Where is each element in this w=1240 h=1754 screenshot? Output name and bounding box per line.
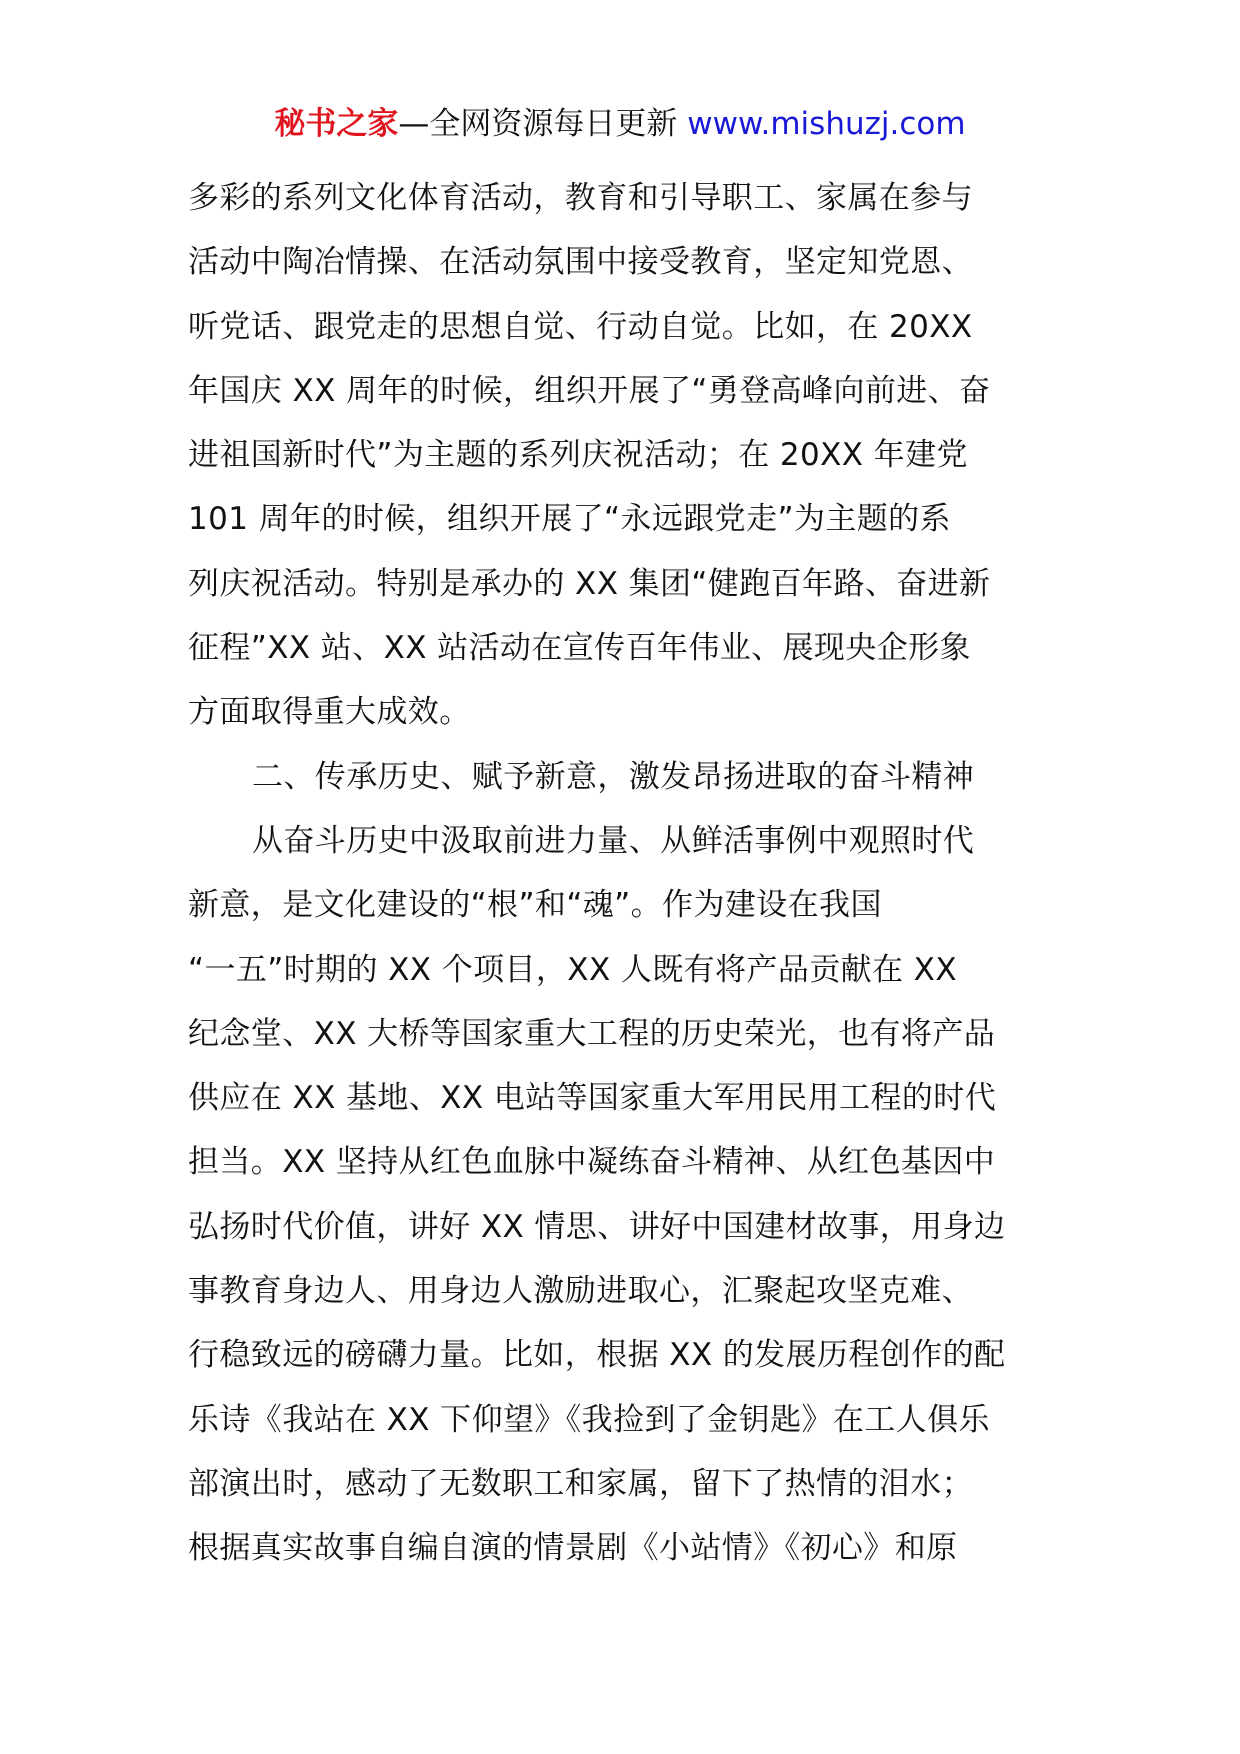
body-line: 根据真实故事自编自演的情景剧《小站情》《初心》和原 — [188, 1530, 958, 1567]
body-line: 多彩的系列文化体育活动，教育和引导职工、家属在参与 — [188, 180, 973, 216]
page-header — [0, 104, 1240, 144]
body-line: 纪念堂、XX 大桥等国家重大工程的历史荣光，也有将产品 — [188, 1015, 996, 1052]
section-heading: 二、传承历史、赋予新意，激发昂扬进取的奋斗精神 — [252, 758, 975, 795]
header-url-link[interactable]: www.mishuzj.com — [687, 106, 966, 142]
body-line: 征程”XX 站、XX 站活动在宣传百年伟业、展现央企形象 — [188, 630, 971, 667]
body-line: 行稳致远的磅礴力量。比如，根据 XX 的发展历程创作的配 — [188, 1337, 1006, 1374]
body-line: 弘扬时代价值，讲好 XX 情思、讲好中国建材故事，用身边 — [188, 1208, 1006, 1245]
body-line: 方面取得重大成效。 — [188, 694, 471, 731]
body-line: 听党话、跟党走的思想自觉、行动自觉。比如，在 20XX — [188, 308, 973, 345]
document-body — [188, 166, 1058, 1581]
body-line: 乐诗《我站在 XX 下仰望》《我捡到了金钥匙》在工人俱乐 — [188, 1401, 990, 1438]
body-line: 新意，是文化建设的“根”和“魂”。作为建设在我国 — [188, 887, 882, 924]
body-line: “一五”时期的 XX 个项目，XX 人既有将产品贡献在 XX — [188, 951, 957, 988]
body-line: 进祖国新时代”为主题的系列庆祝活动；在 20XX 年建党 — [188, 437, 968, 474]
paragraph-first-line: 从奋斗历史中汲取前进力量、从鲜活事例中观照时代 — [252, 822, 975, 859]
body-line: 事教育身边人、用身边人激励进取心，汇聚起攻坚克难、 — [188, 1273, 973, 1310]
body-line: 列庆祝活动。特别是承办的 XX 集团“健跑百年路、奋进新 — [188, 565, 991, 602]
body-line: 活动中陶冶情操、在活动氛围中接受教育，坚定知党恩、 — [188, 244, 973, 281]
header-brand: 秘书之家 — [274, 106, 399, 142]
body-line: 101 周年的时候，组织开展了“永远跟党走”为主题的系 — [188, 501, 951, 538]
body-line: 部演出时，感动了无数职工和家属，留下了热情的泪水； — [188, 1465, 973, 1502]
body-line: 年国庆 XX 周年的时候，组织开展了“勇登高峰向前进、奋 — [188, 372, 991, 409]
body-line: 供应在 XX 基地、XX 电站等国家重大军用民用工程的时代 — [188, 1080, 997, 1117]
header-tagline: —全网资源每日更新 — [398, 106, 688, 142]
body-line: 担当。XX 坚持从红色血脉中凝练奋斗精神、从红色基因中 — [188, 1144, 996, 1181]
